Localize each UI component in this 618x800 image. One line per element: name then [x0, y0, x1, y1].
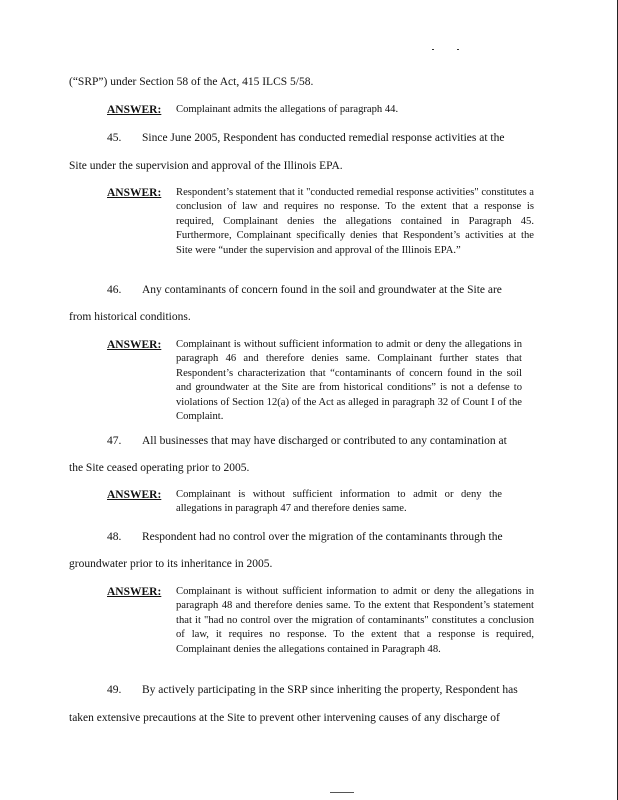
scan-speck	[432, 49, 434, 50]
paragraph-47-line-1: All businesses that may have discharged or contributed to any contamination at	[142, 435, 507, 447]
paragraph-44-continuation: (“SRP”) under Section 58 of the Act, 415 ILCS 5/58.	[69, 76, 314, 88]
answer-44-text: Complainant admits the allegations of paragraph 44.	[176, 104, 399, 115]
paragraph-49-number: 49.	[107, 684, 122, 696]
answer-48-text: Complainant is without sufficient information to admit or deny the allegations in paragraph 48 and therefore denies same. To the extent that Respondent’s statement that it "had no control over the migration of contaminants" constitutes a conclusion of law, it requires no response. To the extent that a response is required, Complainant denies the allegations contained in Paragraph 48.	[176, 586, 534, 655]
answer-46-text: Complainant is without sufficient information to admit or deny the allegations in paragraph 46 and therefore denies same. Complainant further states that Respondent’s characterization that “contaminants of concern found in the soil and groundwater at the Site are from historical conditions” is not a defense to violations of Section 12(a) of the Act as alleged in paragraph 32 of Count I of the Complaint.	[176, 339, 522, 423]
page-bottom-mark	[330, 792, 354, 793]
answer-label-48: ANSWER:	[107, 586, 162, 598]
answer-45-text: Respondent’s statement that it "conducted remedial response activities" constitutes a conclusion of law and requires no response. To the extent that a response is required, Complainant denies the allegations contained in Paragraph 45. Furthermore, Complainant specifically denies that Respondent’s activities at the Site were “under the supervision and approval of the Illinois EPA.”	[176, 187, 534, 256]
answer-label-47: ANSWER:	[107, 489, 162, 501]
paragraph-48-line-1: Respondent had no control over the migration of the contaminants through the	[142, 531, 503, 543]
paragraph-46-line-1: Any contaminants of concern found in the soil and groundwater at the Site are	[142, 284, 502, 296]
paragraph-47-number: 47.	[107, 435, 122, 447]
paragraph-47-line-2: the Site ceased operating prior to 2005.	[69, 462, 250, 474]
paragraph-49-line-2: taken extensive precautions at the Site to prevent other intervening causes of any discharge of	[69, 712, 500, 724]
answer-47-text: Complainant is without sufficient information to admit or deny the allegations in paragraph 47 and therefore denies same.	[176, 489, 502, 515]
paragraph-45-number: 45.	[107, 132, 122, 144]
paragraph-45-line-2: Site under the supervision and approval of the Illinois EPA.	[69, 160, 343, 172]
answer-label-44: ANSWER:	[107, 104, 162, 116]
scan-speck	[457, 49, 459, 50]
paragraph-48-number: 48.	[107, 531, 122, 543]
paragraph-48-line-2: groundwater prior to its inheritance in 2005.	[69, 558, 273, 570]
answer-label-46: ANSWER:	[107, 339, 162, 351]
paragraph-45-line-1: Since June 2005, Respondent has conducted remedial response activities at the	[142, 132, 505, 144]
paragraph-49-line-1: By actively participating in the SRP since inheriting the property, Respondent has	[142, 684, 518, 696]
paragraph-46-number: 46.	[107, 284, 122, 296]
answer-label-45: ANSWER:	[107, 187, 162, 199]
paragraph-46-line-2: from historical conditions.	[69, 311, 191, 323]
